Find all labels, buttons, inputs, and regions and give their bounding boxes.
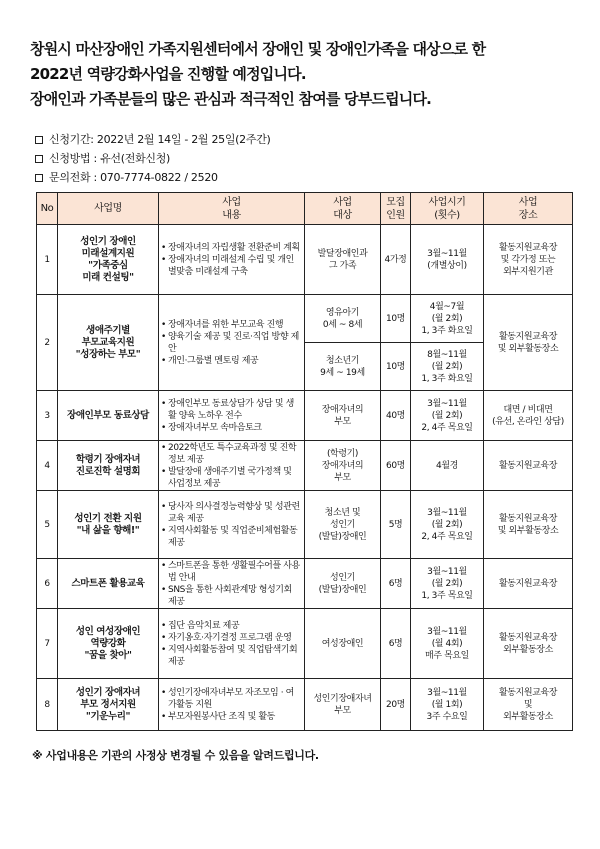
content-item: • 장애자녀를 위한 부모교육 진행 <box>161 319 302 331</box>
table-row <box>37 609 573 679</box>
info-application-period: 신청기간: 2022년 2월 14일 - 2월 25일(2주간) <box>35 130 271 149</box>
content-item: • 양육기술 제공 및 진로·직업 방향 제안 <box>161 331 302 355</box>
program-content <box>159 295 305 391</box>
program-name: 성인기 장애인 미래설계지원 "가족중심 미래 컨설팅" <box>58 225 159 295</box>
program-count: 40명 <box>381 391 411 441</box>
program-content <box>159 225 305 295</box>
program-count: 6명 <box>381 609 411 679</box>
program-count: 60명 <box>381 441 411 491</box>
program-target: 여성장애인 <box>305 609 381 679</box>
footnote: ※ 사업내용은 기관의 사정상 변경될 수 있음을 알려드립니다. <box>32 749 319 762</box>
program-period: 4월~7월 (월 2회) 1, 3주 화요일 <box>411 295 484 343</box>
program-content <box>159 391 305 441</box>
row-no: 3 <box>37 391 58 441</box>
content-item: • 장애자녀부모 속마음토크 <box>161 422 302 434</box>
content-item: • 장애자녀의 자립생활 전환준비 계획 <box>161 242 302 254</box>
program-target: 성인기장애자녀 부모 <box>305 679 381 731</box>
content-item: • 개인·그룹별 멘토링 제공 <box>161 355 302 367</box>
program-name: 성인기 전환 지원 "내 삶을 향해!" <box>58 491 159 559</box>
content-item: • 부모자원봉사단 조직 및 활동 <box>161 711 302 723</box>
content-item: • 2022학년도 특수교육과정 및 진학정보 제공 <box>161 442 302 466</box>
row-no: 6 <box>37 559 58 609</box>
checkbox-icon <box>35 155 43 163</box>
program-content <box>159 491 305 559</box>
content-item: • 당사자 의사결정능력향상 및 성관련 교육 제공 <box>161 501 302 525</box>
program-period: 3월~11월 (월 2회) 2, 4주 목요일 <box>411 391 484 441</box>
intro-line-1: 창원시 마산장애인 가족지원센터에서 장애인 및 장애인가족을 대상으로 한 <box>30 40 486 58</box>
checkbox-icon <box>35 174 43 182</box>
program-place: 활동지원교육장 외부활동장소 <box>484 609 573 679</box>
program-target: (학령기) 장애자녀의 부모 <box>305 441 381 491</box>
program-count: 5명 <box>381 491 411 559</box>
row-no: 7 <box>37 609 58 679</box>
program-count: 6명 <box>381 559 411 609</box>
table-header-row <box>37 193 573 225</box>
row-no: 4 <box>37 441 58 491</box>
content-item: • 집단 음악치료 제공 <box>161 620 302 632</box>
table-row <box>37 491 573 559</box>
program-period: 8월~11월 (월 2회) 1, 3주 화요일 <box>411 343 484 391</box>
intro-line-3: 장애인과 가족분들의 많은 관심과 적극적인 참여를 당부드립니다. <box>30 90 432 108</box>
intro-line-2: 2022년 역량강화사업을 진행할 예정입니다. <box>30 65 306 83</box>
program-content <box>159 679 305 731</box>
program-name: 장애인부모 동료상담 <box>58 391 159 441</box>
program-period: 3월~11월 (월 4회) 매주 목요일 <box>411 609 484 679</box>
program-target: 청소년 및 성인기 (발달)장애인 <box>305 491 381 559</box>
program-place: 활동지원교육장 <box>484 559 573 609</box>
program-period: 3월~11월 (개별상이) <box>411 225 484 295</box>
program-target: 발달장애인과 그 가족 <box>305 225 381 295</box>
program-place: 대면 / 비대면 (유선, 온라인 상담) <box>484 391 573 441</box>
header-content: 사업 내용 <box>159 193 305 225</box>
header-count: 모집 인원 <box>381 193 411 225</box>
row-no: 2 <box>37 295 58 391</box>
content-item: • SNS을 통한 사회관계망 형성기회 제공 <box>161 584 302 608</box>
program-count: 4가정 <box>381 225 411 295</box>
program-target: 성인기 (발달)장애인 <box>305 559 381 609</box>
program-name: 성인기 장애자녀 부모 정서지원 "기운누리" <box>58 679 159 731</box>
program-name: 학령기 장애자녀 진로진학 설명회 <box>58 441 159 491</box>
row-no: 8 <box>37 679 58 731</box>
row-no: 1 <box>37 225 58 295</box>
table-row <box>37 679 573 731</box>
table-row <box>37 225 573 295</box>
table-row <box>37 559 573 609</box>
program-target: 청소년기 9세 ~ 19세 <box>305 343 381 391</box>
table-row <box>37 295 573 343</box>
program-content <box>159 441 305 491</box>
content-item: • 발달장애 생애주기별 국가정책 및 사업정보 제공 <box>161 466 302 490</box>
program-content <box>159 559 305 609</box>
program-place: 활동지원교육장 및 외부활동장소 <box>484 679 573 731</box>
content-item: • 스마트폰을 통한 생활필수어플 사용법 안내 <box>161 560 302 584</box>
program-target: 영유아기 0세 ~ 8세 <box>305 295 381 343</box>
program-name: 생애주기별 부모교육지원 "성장하는 부모" <box>58 295 159 391</box>
intro-text <box>30 37 590 112</box>
content-item: • 장애자녀의 미래설계 수립 및 개인별맞춤 미래설계 구축 <box>161 254 302 278</box>
header-period: 사업시기 (횟수) <box>411 193 484 225</box>
header-name: 사업명 <box>58 193 159 225</box>
row-no: 5 <box>37 491 58 559</box>
program-place: 활동지원교육장 및 외부활동장소 <box>484 295 573 391</box>
program-content <box>159 609 305 679</box>
header-no: No <box>37 193 58 225</box>
program-period: 3월~11월 (월 2회) 2, 4주 목요일 <box>411 491 484 559</box>
program-period: 3월~11월 (월 1회) 3주 수요일 <box>411 679 484 731</box>
content-item: • 지역사회활동참여 및 직업탐색기회 제공 <box>161 644 302 668</box>
program-place: 활동지원교육장 및 각가정 또는 외부지원기관 <box>484 225 573 295</box>
program-count: 10명 <box>381 295 411 343</box>
program-name: 스마트폰 활용교육 <box>58 559 159 609</box>
program-period: 3월~11월 (월 2회) 1, 3주 목요일 <box>411 559 484 609</box>
header-target: 사업 대상 <box>305 193 381 225</box>
program-period: 4월경 <box>411 441 484 491</box>
program-name: 성인 여성장애인 역량강화 "꿈을 찾아" <box>58 609 159 679</box>
checkbox-icon <box>35 136 43 144</box>
info-application-method: 신청방법 : 유선(전화신청) <box>35 149 271 168</box>
header-place: 사업 장소 <box>484 193 573 225</box>
program-place: 활동지원교육장 및 외부활동장소 <box>484 491 573 559</box>
content-item: • 지역사회활동 및 직업준비체험활동 제공 <box>161 525 302 549</box>
content-item: • 성인기장애자녀부모 자조모임 · 여가활동 지원 <box>161 687 302 711</box>
table-row <box>37 441 573 491</box>
program-target: 장애자녀의 부모 <box>305 391 381 441</box>
content-item: • 자기옹호·자기결정 프로그램 운영 <box>161 632 302 644</box>
content-item: • 장애인부모 동료상담가 상담 및 생활 양육 노하우 전수 <box>161 398 302 422</box>
info-contact-phone: 문의전화 : 070-7774-0822 / 2520 <box>35 168 271 187</box>
program-table <box>36 192 573 731</box>
program-count: 20명 <box>381 679 411 731</box>
program-count: 10명 <box>381 343 411 391</box>
program-place: 활동지원교육장 <box>484 441 573 491</box>
application-info <box>35 130 271 187</box>
table-row <box>37 391 573 441</box>
